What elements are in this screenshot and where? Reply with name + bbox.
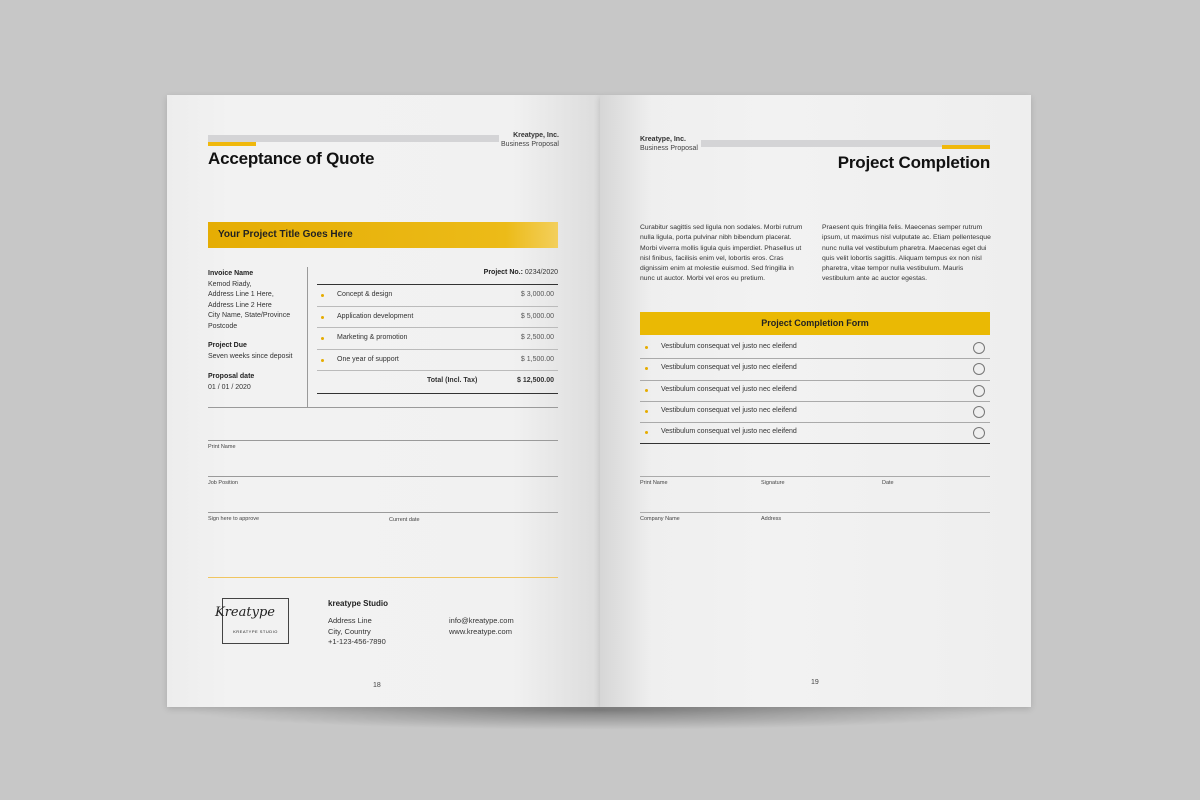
total-label: Total (Incl. Tax)	[427, 377, 478, 384]
right-page	[600, 95, 1031, 707]
column-divider	[307, 267, 308, 407]
form-item: Vestibulum consequat vel justo nec eleifend	[661, 343, 797, 350]
bullet-icon	[645, 367, 648, 370]
item-price: $ 5,000.00	[520, 312, 554, 320]
header-accent	[942, 145, 990, 149]
sign-here-label: Sign here to approve	[208, 516, 260, 522]
table-row	[317, 307, 558, 329]
print-name-line	[208, 440, 558, 441]
checkbox-circle[interactable]	[973, 363, 985, 375]
form-row	[640, 402, 990, 423]
company-block	[487, 131, 559, 149]
item-name: One year of support	[337, 355, 399, 363]
invoice-block	[208, 269, 303, 332]
item-price: $ 1,500.00	[520, 355, 554, 363]
date-label: Proposal date	[208, 373, 255, 380]
page-title: Acceptance of Quote	[208, 149, 375, 168]
date-value: 01 / 01 / 2020	[208, 383, 251, 391]
studio-name: kreatype Studio	[328, 599, 389, 608]
email: info@kreatype.com	[449, 616, 514, 625]
project-title-banner: Your Project Title Goes Here	[208, 222, 558, 248]
print-name-label: Print Name	[208, 444, 236, 450]
bullet-icon	[321, 337, 324, 340]
bullet-icon	[645, 389, 648, 392]
completion-form	[640, 338, 990, 444]
form-item: Vestibulum consequat vel justo nec eleifend	[661, 428, 797, 436]
company-subtitle: Business Proposal	[501, 141, 559, 148]
total-value: $ 12,500.00	[517, 377, 554, 384]
bullet-icon	[645, 346, 648, 349]
project-no-label: Project No.:	[483, 269, 523, 276]
checkbox-circle[interactable]	[973, 406, 985, 418]
bullet-icon	[321, 316, 324, 319]
checkbox-circle[interactable]	[973, 385, 985, 397]
bullet-icon	[321, 359, 324, 362]
address-line: Address Line	[328, 616, 372, 625]
approve-line	[208, 512, 558, 513]
contact-block	[449, 616, 514, 637]
checkbox-circle[interactable]	[973, 427, 985, 439]
item-name: Concept & design	[337, 291, 393, 298]
total-row	[317, 371, 558, 394]
studio-logo	[215, 598, 289, 644]
left-page	[167, 95, 600, 707]
header-accent	[208, 142, 256, 146]
invoice-line: City Name, State/Province	[208, 312, 291, 319]
form-row	[640, 423, 990, 444]
print-name-label: Print Name	[640, 480, 668, 486]
address-block	[328, 616, 386, 648]
item-price: $ 3,000.00	[520, 291, 554, 298]
date-block	[208, 372, 303, 393]
sign-line-2	[640, 512, 990, 513]
date-label: Date	[882, 480, 894, 486]
table-row	[317, 328, 558, 350]
intro-paragraph-2: Praesent quis fringilla felis. Maecenas semper rutrum ipsum, ut maximus nisl vulputate ac. Etiam pellentesque nunc nulla vel vestibulum pharetra. Maecenas eget dui quis velit lobortis sagittis. Aliquam tempus ex non nisl pharetra, vitae tempor nulla vestibulum. Mauris vestibulum ante ac auctor egestas.	[822, 224, 991, 283]
checkbox-circle[interactable]	[973, 342, 985, 354]
table-row	[317, 285, 558, 307]
invoice-line: Postcode	[208, 322, 238, 330]
table-row	[317, 350, 558, 372]
header-bar	[208, 135, 499, 142]
invoice-line: Kemod Riady,	[208, 280, 252, 288]
company-subtitle: Business Proposal	[640, 145, 698, 152]
page-number: 18	[373, 682, 381, 689]
form-title: Project Completion Form	[640, 312, 990, 335]
item-name: Marketing & promotion	[337, 334, 408, 341]
signature-label: Signature	[761, 480, 785, 486]
invoice-label: Invoice Name	[208, 270, 254, 277]
job-position-line	[208, 476, 558, 477]
due-label: Project Due	[208, 342, 247, 349]
form-item: Vestibulum consequat vel justo nec eleifend	[661, 364, 797, 372]
footer-rule	[208, 577, 558, 578]
due-block	[208, 341, 303, 362]
sign-line-1	[640, 476, 990, 477]
bullet-icon	[645, 431, 648, 434]
form-row	[640, 338, 990, 359]
logo-signature: Kreatype	[215, 605, 275, 620]
invoice-line: Address Line 1 Here,	[208, 291, 274, 298]
address-label: Address	[761, 516, 782, 522]
logo-text: KREATYPE STUDIO	[233, 629, 278, 634]
bullet-icon	[645, 410, 648, 413]
form-item: Vestibulum consequat vel justo nec eleifend	[661, 406, 797, 414]
form-row	[640, 359, 990, 380]
current-date-label: Current date	[389, 517, 420, 523]
project-number	[317, 268, 558, 279]
project-no-value: 0234/2020	[524, 269, 558, 276]
company-name: Kreatype, Inc.	[513, 132, 559, 139]
website: www.kreatype.com	[449, 626, 512, 636]
page-title: Project Completion	[837, 153, 990, 172]
company-name-label: Company Name	[640, 516, 680, 522]
company-name: Kreatype, Inc.	[640, 136, 686, 143]
due-value: Seven weeks since deposit	[208, 352, 293, 360]
invoice-line: Address Line 2 Here	[208, 301, 272, 309]
item-name: Application development	[337, 312, 414, 320]
form-item: Vestibulum consequat vel justo nec eleifend	[661, 385, 797, 393]
page-number: 19	[811, 679, 819, 686]
items-table	[317, 285, 558, 394]
section-rule	[208, 407, 558, 408]
bullet-icon	[321, 294, 324, 297]
job-position-label: Job Position	[208, 480, 238, 486]
intro-paragraph: Curabitur sagittis sed ligula non sodales. Morbi rutrum nulla ligula, porta pulvinar nibh bibendum placerat. Morbi viverra mollis ligula quis imperdiet. Phasellus ut nisl finibus, facilisis enim vel, lobortis eros. Cras dignissim enim at molestie euismod. Sed fringilla in nunc ut auctor. Morbi vel eros eu pretium.	[640, 224, 803, 283]
form-row	[640, 381, 990, 402]
item-price: $ 2,500.00	[520, 334, 554, 341]
address-line: +1-123-456-7890	[328, 637, 386, 646]
address-line: City, Country	[328, 626, 371, 636]
